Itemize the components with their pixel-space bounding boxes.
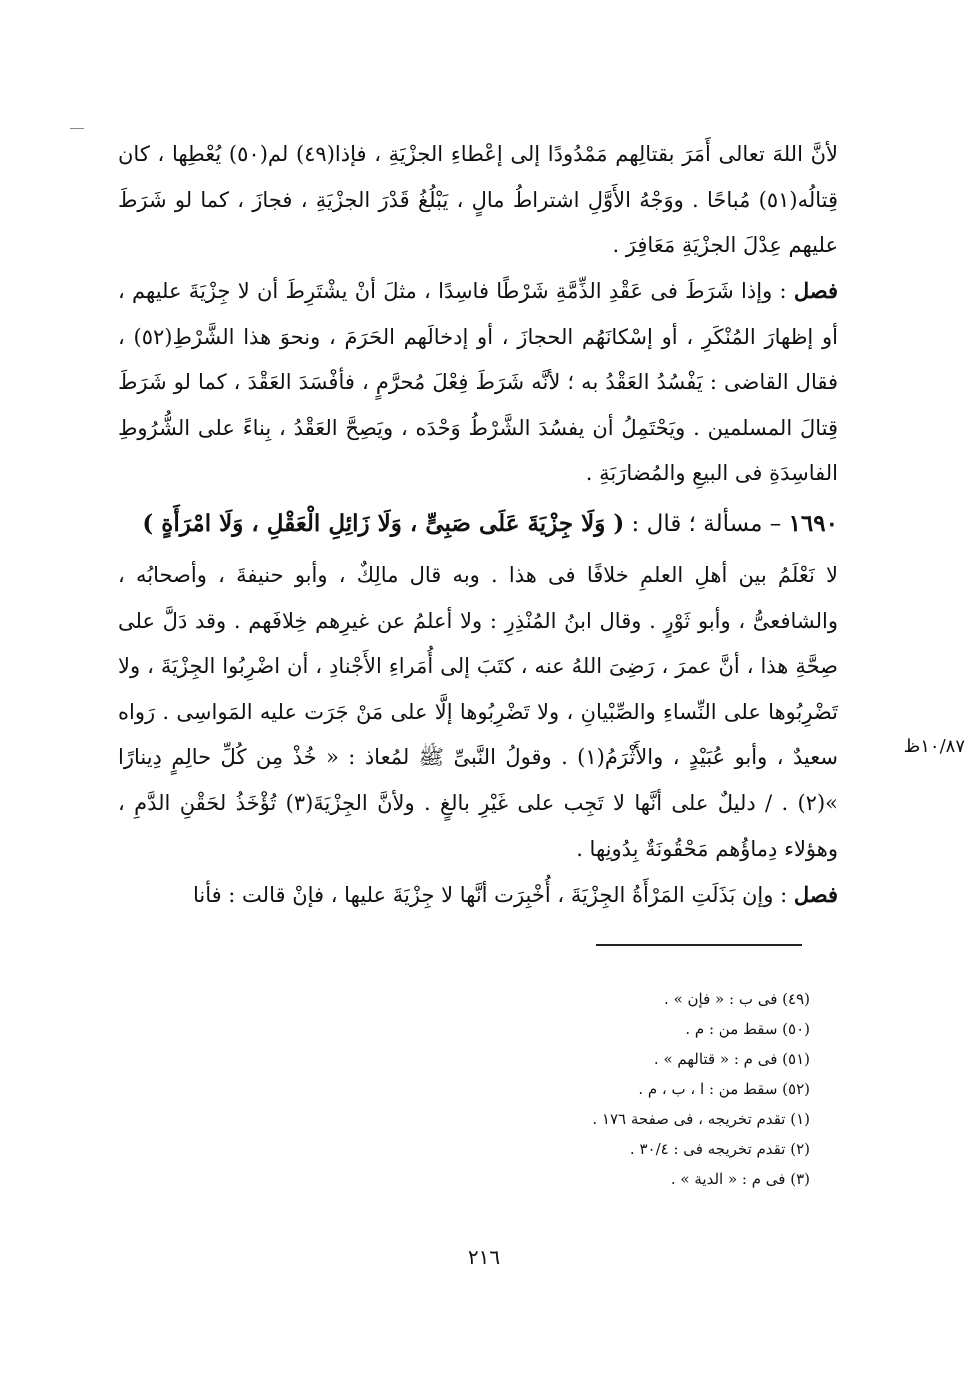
paragraph-opening: [118, 132, 838, 269]
footnote: (٥٢) سقط من : ا ، ب ، م .: [638, 1080, 810, 1098]
paragraph-fasl-1: [118, 268, 838, 497]
masala-intro: – مسألة ؛ قال :: [624, 511, 789, 537]
paragraph-fasl-2: [118, 872, 838, 919]
fasl-label: فصل: [793, 278, 838, 303]
masala-body-text: لا نَعْلَمُ بين أهلِ العلمِ خلافًا فى هذا . وبه قال مالِكٌ ، وأبو حنيفةَ ، وأصحابُه ، والشافعىُّ ، وأبو ثَوْرٍ . وقال ابنُ المُنْذِرِ : ولا أعلمُ عن غيرِهم خِلافَهم . وقد دَلَّ على صِحَّةِ هذا ، أنَّ عمرَ ، رَضِىَ اللهُ عنه ، كتَبَ إلى أُمَراءِ الأَجْنادِ ، أن اضْرِبُوا الجِزْيَةَ ، ولا تَضْرِبُوها على النِّساءِ والصِّبْيانِ ، ولا تَضْرِبُوها إلَّا على مَنْ جَرَت عليه المَواسِى . رَواه سعيدٌ ، وأبو عُبَيْدٍ ، والأَثْرَمُ(١) . وقولُ النَّبىِّ ﷺ لمُعاذ : « خُذْ مِن كُلِّ حالِمٍ دِينارًا »(٢) . / دليلٌ على أنَّها لا تَجِب على غَيْرِ بالغٍ . ولأنَّ الجِزْيَةَ(٣) تُؤْخَذُ لحَقْنِ الدَّمِ ، وهؤلاء دِماؤُهم مَحْقُونَةٌ بِدُونِها .: [118, 563, 838, 861]
opening-text: لأنَّ اللهَ تعالى أَمَرَ بقتالِهم مَمْدُودًا إلى إعْطاءِ الجزْيَةِ ، فإذا(٤٩) لم(٥٠) يُعْطِها ، كان قِتالُه(٥١) مُباحًا . ووَجْهُ الأَوَّلِ اشتراطُ مالٍ ، يَبْلُغُ قَدْرَ الجزْيَةِ ، فجازَ ، كما لو شَرَطَ عليهم عِدْلَ الجزْيَةِ مَعَافِرَ .: [118, 142, 838, 258]
footnote: (٤٩) فى ب : « فإن » .: [664, 990, 810, 1008]
page-number: ٢١٦: [467, 1245, 501, 1269]
footnote: (٣) فى م : « الدية » .: [670, 1170, 810, 1188]
masala-text: ( وَلَا جِزْيَةَ عَلَى صَبِىٍّ ، وَلَا زَائِلِ الْعَقْلِ ، وَلَا امْرَأَةٍ ): [142, 510, 625, 537]
footnotes: [540, 984, 810, 1194]
paragraph-masala-body: [118, 553, 838, 872]
footnote: (٥١) فى م : « قتالهم » .: [653, 1050, 810, 1068]
footnote-separator: [596, 944, 802, 946]
fasl-text: : وإذا شَرَطَ فى عَقْدِ الذِّمَّةِ شَرْطًا فاسِدًا ، مثلَ أنْ يشْتَرِطَ أن لا جِزْيَةَ عليهم ، أو إظهارَ المُنْكَرِ ، أو إسْكانَهُم الحجازَ ، أو إدخالَهم الحَرَمَ ، ونحوَ هذا الشَّرْطِ(٥٢) ، فقال القاضى : يَفْسُدُ العَقْدُ به ؛ لأنَّه شَرَطَ فِعْلَ مُحرَّمٍ ، فأفْسَدَ العَقْدَ ، كما لو شَرَطَ قِتالَ المسلمين . ويَحْتَمِلُ أن يفسُدَ الشَّرْطُ وَحْدَه ، ويَصِحَّ العَقْدُ ، بِناءً على الشُّرُوطِ الفاسِدَةِ فى البيعِ والمُضارَبَةِ .: [118, 279, 838, 486]
margin-reference: ١٠/٨٧ظ: [903, 736, 965, 757]
footnote: (١) تقدم تخريجه ، فى صفحة ١٧٦ .: [592, 1110, 810, 1128]
masala-heading: [118, 501, 838, 548]
masala-number: ١٦٩٠: [788, 510, 838, 537]
footnote: (٢) تقدم تخريجه فى : ٣٠/٤ .: [629, 1140, 810, 1158]
fasl-label: فصل: [793, 882, 838, 907]
header-mark: [70, 128, 84, 129]
fasl-text: : وإن بَذَلَتِ المَرْأَةُ الجِزْيَةَ ، أُخْبِرَت أنَّها لا جِزْيَةَ عليها ، فإنْ قالت : فأنا: [192, 883, 794, 907]
footnote: (٥٠) سقط من : م .: [685, 1020, 810, 1038]
